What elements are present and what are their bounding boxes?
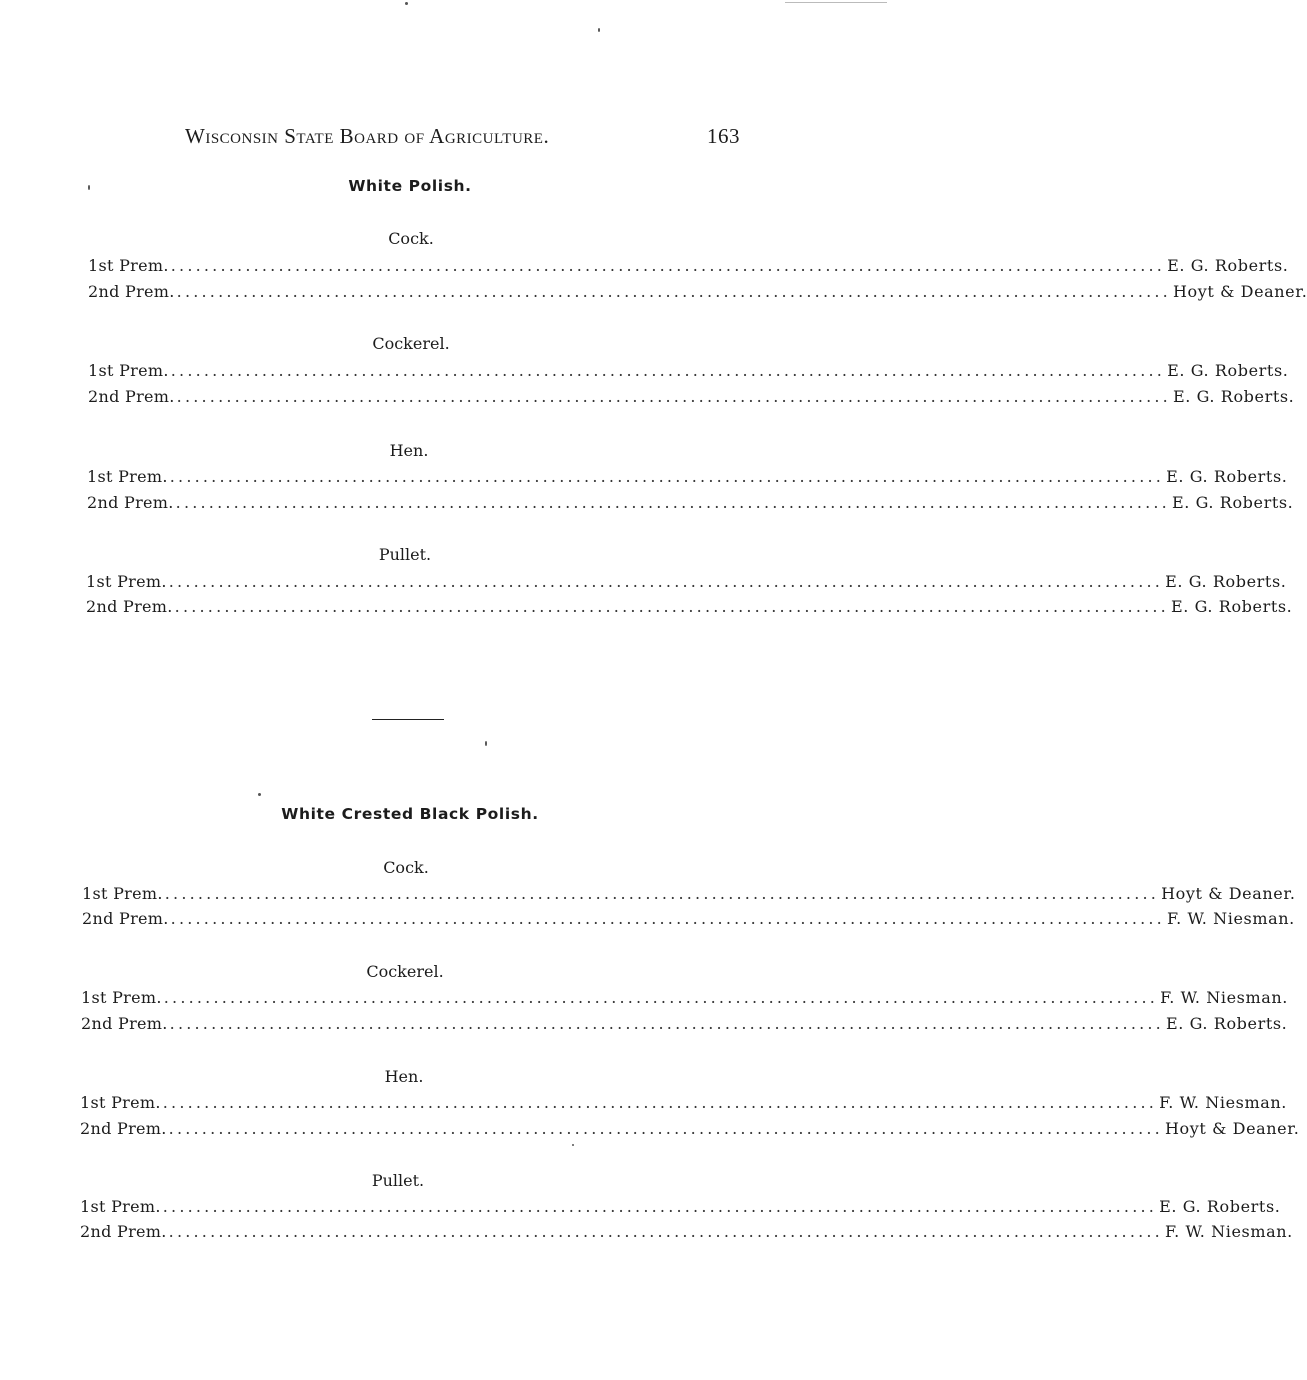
scan-speck [598,28,600,32]
premium-label: 2nd Prem. [80,1119,167,1138]
winner-name: F. W. Niesman. [1159,1093,1287,1112]
page-header [185,124,740,154]
winner-name: E. G. Roberts. [1171,493,1294,512]
premium-row [80,1222,1293,1244]
premium-label: 2nd Prem. [86,597,173,616]
section-title-white-polish: White Polish. [348,177,472,195]
premium-row [87,467,1288,489]
winner-name: E. G. Roberts. [1159,1197,1281,1216]
winner-name: F. W. Niesman. [1166,909,1295,928]
premium-label: 2nd Prem. [88,387,175,406]
dot-leader: ........................................................................................................................ [163,988,1159,1007]
premium-row [80,1197,1281,1219]
premium-label: 1st Prem. [81,988,162,1007]
dot-leader: ........................................................................................................................ [176,387,1171,406]
winner-name: E. G. Roberts. [1167,256,1289,275]
premium-label: 1st Prem. [80,1093,161,1112]
class-heading: Pullet. [378,545,432,564]
dot-leader: ........................................................................................................................ [170,909,1165,928]
dot-leader: ........................................................................................................................ [162,1197,1158,1216]
winner-name: E. G. Roberts. [1172,387,1295,406]
premium-row [81,1014,1288,1036]
premium-label: 2nd Prem. [87,493,174,512]
premium-row [86,572,1287,594]
winner-name: E. G. Roberts. [1167,361,1289,380]
dot-leader: ........................................................................................................................ [170,256,1166,275]
premium-label: 1st Prem. [88,361,169,380]
section-title-white-crested-black-polish: White Crested Black Polish. [281,805,539,823]
class-heading: Pullet. [371,1171,425,1190]
premium-row [88,387,1295,409]
winner-name: Hoyt & Deaner. [1161,884,1296,903]
dot-leader: ........................................................................................................................ [162,1093,1158,1112]
premium-row [88,282,1307,304]
winner-name: E. G. Roberts. [1166,467,1288,486]
winner-name: E. G. Roberts. [1165,1014,1288,1033]
premium-label: 2nd Prem. [88,282,175,301]
class-heading: Cockerel. [372,334,450,353]
scan-edge-line [785,2,887,3]
class-heading: Hen. [389,441,429,460]
dot-leader: ........................................................................................................................ [174,597,1169,616]
premium-label: 2nd Prem. [80,1222,167,1241]
class-heading: Cockerel. [366,962,444,981]
premium-label: 1st Prem. [88,256,169,275]
premium-row [87,493,1294,515]
dot-leader: ........................................................................................................................ [169,1014,1164,1033]
winner-name: F. W. Niesman. [1160,988,1288,1007]
premium-label: 2nd Prem. [82,909,169,928]
dot-leader: ........................................................................................................................ [175,493,1170,512]
scan-speck [258,793,261,796]
premium-label: 2nd Prem. [81,1014,168,1033]
running-title: Wisconsin State Board of Agriculture. [185,124,550,148]
scan-speck [572,1144,574,1146]
dot-leader: ........................................................................................................................ [169,467,1165,486]
premium-label: 1st Prem. [80,1197,161,1216]
premium-label: 1st Prem. [86,572,167,591]
scan-speck [88,185,90,190]
winner-name: E. G. Roberts. [1165,572,1287,591]
dot-leader: ........................................................................................................................ [176,282,1171,301]
premium-label: 1st Prem. [82,884,163,903]
premium-row [86,597,1293,619]
dot-leader: ........................................................................................................................ [168,1222,1163,1241]
premium-row [82,909,1295,931]
winner-name: E. G. Roberts. [1170,597,1293,616]
premium-label: 1st Prem. [87,467,168,486]
winner-name: Hoyt & Deaner. [1172,282,1307,301]
section-divider [372,719,444,720]
class-heading: Cock. [388,229,434,248]
page-number: 163 [707,124,740,148]
premium-row [88,361,1289,383]
dot-leader: ........................................................................................................................ [168,1119,1163,1138]
premium-row [88,256,1289,278]
dot-leader: ........................................................................................................................ [170,361,1166,380]
premium-row [80,1119,1300,1141]
premium-row [82,884,1296,906]
dot-leader: ........................................................................................................................ [164,884,1160,903]
premium-row [80,1093,1287,1115]
scan-speck [405,2,408,5]
scan-speck [485,741,487,746]
class-heading: Hen. [384,1067,424,1086]
dot-leader: ........................................................................................................................ [168,572,1164,591]
premium-row [81,988,1288,1010]
winner-name: Hoyt & Deaner. [1164,1119,1300,1138]
class-heading: Cock. [383,858,429,877]
winner-name: F. W. Niesman. [1164,1222,1293,1241]
